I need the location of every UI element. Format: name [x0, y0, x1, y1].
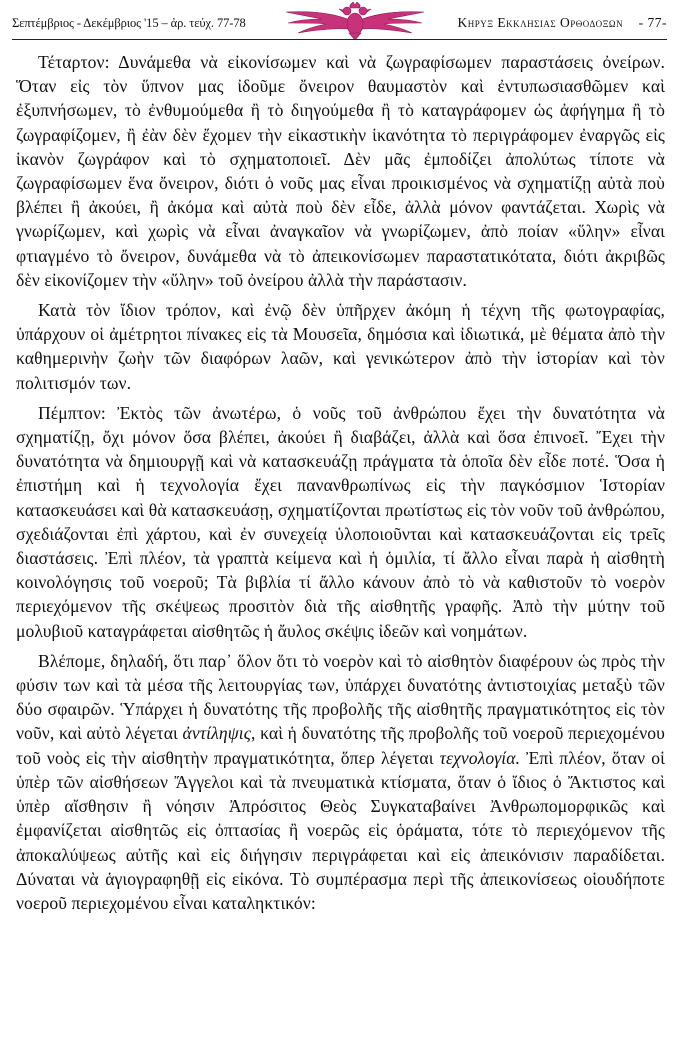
page-number: - 77- [638, 15, 667, 30]
term-antilipsis: ἀντίληψις [182, 723, 251, 744]
double-headed-eagle-icon [282, 2, 428, 40]
journal-title: Κηρυξ Εκκλησιας Ορθοδοξων [457, 15, 624, 30]
page-header [12, 6, 667, 38]
article-body [16, 50, 665, 921]
paragraph-conclusion-part-3: Ἐπὶ πλέον, ὅταν οἱ ὑπὲρ τῶν αἰσθήσεων Ἄγγελοι καὶ τὰ πνευματικὰ κτίσματα, ὅταν ὁ ἴδιος ὁ Ἄκτιστος καὶ ὑπὲρ αἴσθησιν ἢ νόησιν Ἀπρόσιτος Θεὸς Συγκαταβαίνει Ἀνθρωπομορφικῶς καὶ ἐμφανίζεται αἰσθητῶς εἰς ὀπτασίας ἢ νοερῶς εἰς ὁράματα, τότε τὸ περιεχόμενον τῆς ἀποκαλύψεως αὐτῆς καὶ εἰς διήγησιν περιγράφεται καὶ εἰς ἀπεικόνισιν παραδίδεται. Δύναται νὰ ἁγιογραφηθῇ εἰς εἰκόνα. Τὸ συμπέρασμα περὶ τῆς ἀπεικονίσεως οἱουδήποτε νοεροῦ περιεχομένου εἶναι καταληκτικόν: [16, 747, 665, 913]
journal-title-block [457, 15, 667, 31]
paragraph-conclusion-part-1: Βλέπομε, δηλαδή, ὅτι παρ᾽ ὅλον ὅτι τὸ νοερὸν καὶ τὸ αἰσθητὸν διαφέρουν ὡς πρὸς τὴν φύσιν των καὶ τὰ μέσα τῆς λειτουργίας των, ὑπάρχει δυνατότης ἀντιστοιχίας μεταξὺ τῶν δύο σφαιρῶν. Ὑπάρχει ἡ δυνατότης τῆς προβολῆς τῆς αἰσθητῆς πραγματικότητος εἰς τὸν νοῦν, καὶ αὐτὸ λέγεται [16, 650, 665, 744]
header-rule [12, 39, 667, 40]
paragraph-fifth: Πέμπτον: Ἐκτὸς τῶν ἀνωτέρω, ὁ νοῦς τοῦ ἀνθρώπου ἔχει τὴν δυνατότητα νὰ σχηματίζῃ, ὄχι μόνον ὅσα βλέπει, ἀκούει ἢ διαβάζει, ἀλλὰ καὶ ὅσα ἐπινοεῖ. Ἔχει τὴν δυνατότητα νὰ δημιουργῇ καὶ νὰ κατασκευάζῃ πράγματα τὰ ὁποῖα δὲν εἶδε ποτέ. Ὅσα ἡ ἐπιστήμη καὶ ἡ τεχνολογία ἔχει πανανθρωπίνως εἰς τὴν παγκόσμιον Ἱστορίαν κατασκευάσει καὶ θὰ κατασκευάσῃ, σχηματίζονται πρωτίστως εἰς τὸν νοῦν τοῦ ἀνθρώπου, σχεδιάζονται ἐπὶ χάρτου, καὶ ἐν συνεχείᾳ ὑλοποιοῦνται καὶ κατασκευάζονται εἰς τρεῖς διαστάσεις. Ἐπὶ πλέον, τὰ γραπτὰ κείμενα καὶ ἡ ὁμιλία, τί ἄλλο εἶναι παρὰ ἡ αἰσθητὴ κοινολόγησις τοῦ νοεροῦ; Τὰ βιβλία τί ἄλλο κάνουν ἀπὸ τὸ νὰ καθιστοῦν τὸ νοερὸν περιεχόμενον τῆς σκέψεως προσιτὸν διὰ τῆς αἰσθητῆς γραφῆς. Ἀπὸ τὴν μύτην τοῦ μολυβιοῦ καταγράφεται αἰσθητῶς ἡ ἄυλος σκέψις ἰδεῶν καὶ νοημάτων. [16, 402, 665, 641]
issue-info: Σεπτέμβριος - Δεκέμβριος '15 – ἀρ. τεύχ. 77-78 [12, 16, 246, 30]
paragraph-conclusion [16, 649, 665, 915]
paragraph-fourth: Τέταρτον: Δυνάμεθα νὰ εἰκονίσωμεν καὶ νὰ ζωγραφίσωμεν παραστάσεις ὀνείρων. Ὅταν εἰς τὸν ὕπνον μας ἰδοῦμε ὄνειρον θαυμαστὸν καὶ ἐντυπωσιασθῶμεν καὶ ἐξυπνήσωμεν, τὸ ἐνθυμούμεθα ἢ τὸ διηγούμεθα ἢ τὸ καταγράφομεν ὡς ἀφήγημα ἢ τὸ ζωγραφίζομεν, ἢ ἐὰν δὲν ἔχομεν τὴν εἰκαστικὴν ἱκανότητα τὸ περιγράφομεν ἐναργῶς εἰς ἱκανὸν ζωγράφον καὶ τὸ σχηματοποιεῖ. Δὲν μᾶς ἐμποδίζει ἀπολύτως τίποτε νὰ ζωγραφίσωμεν ἕνα ὄνειρον, διότι ὁ νοῦς μας εἶναι προικισμένος νὰ σχηματίζῃ αὐτὰ ποὺ βλέπει ἢ ἀκούει, ἢ ἀκόμα καὶ αὐτὰ ποὺ δὲν εἶδε, ἀλλὰ μόνον φαντάζεται. Χωρὶς νὰ γνωρίζωμεν, καὶ χωρὶς νὰ εἶναι ἀναγκαῖον νὰ γνωρίζωμεν, ἀπὸ ποίαν «ὕλην» εἶναι φτιαγμένο τὸ ὄνειρον, δυνάμεθα νὰ τὸ ἀπεικονίσωμεν παραστατικότατα, διότι ἀκριβῶς δὲν εἰκονίζομεν τὴν «ὕλην» τοῦ ὀνείρου ἀλλὰ τὴν παράστασιν. [16, 52, 665, 290]
paragraph-conclusion-part-2: , καὶ ἡ δυνατότης τῆς προβολῆς τοῦ νοεροῦ περιεχομένου τοῦ νοὸς εἰς τὴν αἰσθητὴν πραγματικότητα, ὅπερ λέγεται [16, 723, 665, 768]
term-technologia: τεχνολογία. [439, 747, 521, 768]
paragraph-museums: Κατὰ τὸν ἴδιον τρόπον, καὶ ἐνῷ δὲν ὑπῆρχεν ἀκόμη ἡ τέχνη τῆς φωτογραφίας, ὑπάρχουν οἱ ἀμέτρητοι πίνακες εἰς τὰ Μουσεῖα, δημόσια καὶ ἰδιωτικά, μὲ θέματα ἀπὸ τὴν καθημερινὴν ζωὴν τῶν διαφόρων λαῶν, καὶ γενικώτερον ἀπὸ τὴν ἱστορίαν καὶ τὸν πολιτισμόν των. [16, 300, 665, 393]
